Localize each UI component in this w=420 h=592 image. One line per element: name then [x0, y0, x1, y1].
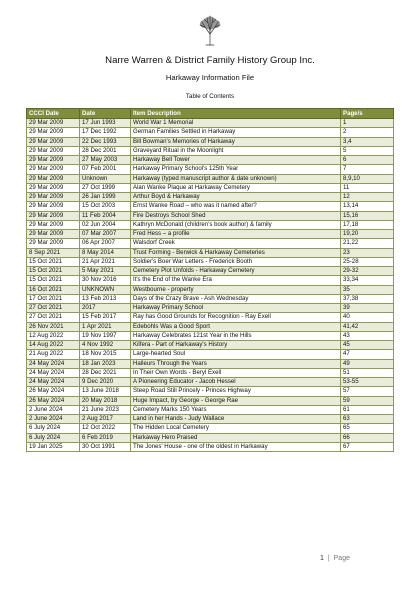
table-row — [27, 220, 394, 229]
cell-ccci-date: 29 Mar 2009 — [27, 239, 80, 248]
cell-ccci-date: 2 June 2024 — [27, 415, 80, 424]
table-body — [27, 119, 394, 452]
cell-date: 4 Nov 1992 — [80, 341, 131, 350]
cell-pages: 65 — [341, 424, 394, 433]
cell-ccci-date: 29 Mar 2009 — [27, 230, 80, 239]
cell-pages: 51 — [341, 368, 394, 377]
cell-pages: 45 — [341, 341, 394, 350]
cell-ccci-date: 27 Oct 2021 — [27, 304, 80, 313]
cell-pages: 37,38 — [341, 294, 394, 303]
cell-pages: 8,9,10 — [341, 174, 394, 183]
cell-date: 18 Nov 2015 — [80, 350, 131, 359]
cell-ccci-date: 29 Mar 2009 — [27, 137, 80, 146]
cell-date: 2 Aug 2017 — [80, 415, 131, 424]
tree-logo-icon — [197, 14, 223, 46]
cell-date: 30 Oct 1991 — [80, 442, 131, 451]
cell-pages: 23 — [341, 248, 394, 257]
table-header — [27, 109, 394, 119]
table-row — [27, 165, 394, 174]
cell-date: 07 Feb 2001 — [80, 165, 131, 174]
cell-date: 27 May 2003 — [80, 156, 131, 165]
cell-date: 9 Dec 2020 — [80, 378, 131, 387]
cell-item-description: The Jones' House - one of the oldest in Harkaway — [131, 442, 341, 451]
cell-item-description: Arthur Boyd & Harkaway — [131, 193, 341, 202]
cell-pages: 21,22 — [341, 239, 394, 248]
cell-item-description: Bill Bowman's Memories of Harkaway — [131, 137, 341, 146]
table-row — [27, 424, 394, 433]
cell-pages: 25-28 — [341, 257, 394, 266]
cell-pages: 61 — [341, 405, 394, 414]
table-row — [27, 359, 394, 368]
cell-pages: 12 — [341, 193, 394, 202]
cell-item-description: Kathryn McDonald (children's book author) & family — [131, 220, 341, 229]
table-row — [27, 230, 394, 239]
cell-item-description: Harkaway Primary School's 125th Year — [131, 165, 341, 174]
cell-date: 19 Nov 1997 — [80, 331, 131, 340]
cell-date: 02 Jun 2004 — [80, 220, 131, 229]
cell-ccci-date: 12 Aug 2022 — [27, 331, 80, 340]
cell-item-description: Fred Hess – a profile — [131, 230, 341, 239]
cell-date: 21 Apr 2021 — [80, 257, 131, 266]
column-header-date: Date — [80, 109, 131, 119]
cell-ccci-date: 26 May 2024 — [27, 387, 80, 396]
cell-pages: 67 — [341, 442, 394, 451]
cell-item-description: Ray has Good Grounds for Recognition - Ray Exell — [131, 313, 341, 322]
cell-date: 15 Feb 2017 — [80, 313, 131, 322]
cell-ccci-date: 29 Mar 2009 — [27, 220, 80, 229]
table-row — [27, 193, 394, 202]
cell-item-description: Edebohls Was a Good Sport — [131, 322, 341, 331]
table-row — [27, 267, 394, 276]
cell-ccci-date: 29 Mar 2009 — [27, 165, 80, 174]
cell-date: UNKNOWN — [80, 285, 131, 294]
cell-item-description: Ernst Wanke Road – who was it named after? — [131, 202, 341, 211]
cell-pages: 6 — [341, 156, 394, 165]
cell-ccci-date: 29 Mar 2009 — [27, 183, 80, 192]
cell-item-description: Harkaway Primary School — [131, 304, 341, 313]
cell-ccci-date: 6 July 2024 — [27, 433, 80, 442]
cell-date: 06 Apr 2007 — [80, 239, 131, 248]
table-row — [27, 202, 394, 211]
cell-pages: 40 — [341, 313, 394, 322]
cell-date: 30 Nov 2016 — [80, 276, 131, 285]
cell-pages: 63 — [341, 415, 394, 424]
cell-ccci-date: 2 June 2024 — [27, 405, 80, 414]
cell-item-description: Large-hearted Soul — [131, 350, 341, 359]
page-footer — [320, 555, 350, 562]
cell-ccci-date: 24 May 2024 — [27, 378, 80, 387]
cell-pages: 41,42 — [341, 322, 394, 331]
cell-date: 26 Jan 1999 — [80, 193, 131, 202]
cell-ccci-date: 21 Aug 2022 — [27, 350, 80, 359]
table-row — [27, 415, 394, 424]
cell-item-description: Harkaway Hero Praised — [131, 433, 341, 442]
cell-pages: 1 — [341, 119, 394, 128]
table-row — [27, 378, 394, 387]
cell-ccci-date: 17 Oct 2021 — [27, 294, 80, 303]
cell-ccci-date: 6 July 2024 — [27, 424, 80, 433]
cell-ccci-date: 26 May 2024 — [27, 396, 80, 405]
cell-pages: 33,34 — [341, 276, 394, 285]
cell-ccci-date: 15 Oct 2021 — [27, 276, 80, 285]
cell-pages: 53-55 — [341, 378, 394, 387]
cell-pages: 35 — [341, 285, 394, 294]
cell-item-description: Graveyard Ritual in the Moonlight — [131, 146, 341, 155]
cell-ccci-date: 19 Jan 2025 — [27, 442, 80, 451]
table-row — [27, 257, 394, 266]
cell-date: 13 June 2018 — [80, 387, 131, 396]
organisation-name: Narre Warren & District Family History Group Inc. — [105, 55, 315, 66]
table-row — [27, 285, 394, 294]
column-header-ccci-date: CCCI Date — [27, 109, 80, 119]
cell-item-description: Soldier's Boer War Letters - Frederick Booth — [131, 257, 341, 266]
cell-ccci-date: 29 Mar 2009 — [27, 119, 80, 128]
cell-pages: 3,4 — [341, 137, 394, 146]
cell-pages: 5 — [341, 146, 394, 155]
cell-pages: 17,18 — [341, 220, 394, 229]
cell-item-description: Harkaway Bell Tower — [131, 156, 341, 165]
cell-item-description: German Families Settled in Harkaway — [131, 128, 341, 137]
cell-ccci-date: 15 Oct 2021 — [27, 267, 80, 276]
cell-ccci-date: 29 Mar 2009 — [27, 128, 80, 137]
table-row — [27, 304, 394, 313]
table-row — [27, 396, 394, 405]
table-row — [27, 387, 394, 396]
cell-date: 22 Dec 1993 — [80, 137, 131, 146]
cell-date: 13 Feb 2013 — [80, 294, 131, 303]
cell-ccci-date: 24 May 2024 — [27, 368, 80, 377]
cell-pages: 2 — [341, 128, 394, 137]
cell-item-description: Halleurs Through the Years — [131, 359, 341, 368]
cell-item-description: Walsdorf Creek — [131, 239, 341, 248]
cell-item-description: Trust Forming - Berwick & Harkaway Cemeteries — [131, 248, 341, 257]
cell-date: 6 Feb 2019 — [80, 433, 131, 442]
cell-item-description: Alan Wanke Plaque at Harkaway Cemetery — [131, 183, 341, 192]
column-header-item-description: Item Description — [131, 109, 341, 119]
cell-date: 27 Oct 1999 — [80, 183, 131, 192]
cell-date: 18 Jan 2023 — [80, 359, 131, 368]
table-row — [27, 137, 394, 146]
table-row — [27, 322, 394, 331]
cell-pages: 49 — [341, 359, 394, 368]
cell-item-description: Westbourne - property — [131, 285, 341, 294]
cell-date: 17 Jun 1993 — [80, 119, 131, 128]
cell-ccci-date: 15 Oct 2021 — [27, 257, 80, 266]
cell-item-description: It's the End of the Wanke Era — [131, 276, 341, 285]
cell-pages: 57 — [341, 387, 394, 396]
table-row — [27, 331, 394, 340]
page-label: Page — [333, 555, 350, 562]
cell-date: 07 Mar 2007 — [80, 230, 131, 239]
cell-item-description: Kilfera - Part of Harkaway's History — [131, 341, 341, 350]
cell-item-description: Huge Impact, by George - George Rae — [131, 396, 341, 405]
cell-ccci-date: 14 Aug 2022 — [27, 341, 80, 350]
cell-ccci-date: 27 Oct 2021 — [27, 313, 80, 322]
table-row — [27, 156, 394, 165]
cell-date: 8 May 2014 — [80, 248, 131, 257]
table-row — [27, 350, 394, 359]
cell-pages: 47 — [341, 350, 394, 359]
cell-item-description: Steep Road Still Princely - Princes Highway — [131, 387, 341, 396]
cell-item-description: Harkaway Celebrates 121st Year in the Hills — [131, 331, 341, 340]
contents-table — [26, 108, 394, 452]
table-row — [27, 368, 394, 377]
cell-date: 21 June 2023 — [80, 405, 131, 414]
cell-pages: 11 — [341, 183, 394, 192]
table-row — [27, 313, 394, 322]
table-row — [27, 433, 394, 442]
cell-ccci-date: 29 Mar 2009 — [27, 146, 80, 155]
cell-item-description: World War 1 Memorial — [131, 119, 341, 128]
cell-pages: 39 — [341, 304, 394, 313]
cell-item-description: Fire Destroys School Shed — [131, 211, 341, 220]
cell-date: 5 May 2021 — [80, 267, 131, 276]
cell-ccci-date: 26 Nov 2021 — [27, 322, 80, 331]
cell-ccci-date: 24 May 2024 — [27, 359, 80, 368]
cell-ccci-date: 29 Mar 2009 — [27, 211, 80, 220]
table-row — [27, 276, 394, 285]
footer-separator: | — [327, 555, 330, 562]
cell-date: 11 Feb 2004 — [80, 211, 131, 220]
table-row — [27, 174, 394, 183]
cell-date: Unknown — [80, 174, 131, 183]
table-row — [27, 119, 394, 128]
cell-item-description: Land in her Hands - Judy Wallace — [131, 415, 341, 424]
cell-ccci-date: 29 Mar 2009 — [27, 193, 80, 202]
table-row — [27, 294, 394, 303]
cell-ccci-date: 29 Mar 2009 — [27, 174, 80, 183]
table-row — [27, 405, 394, 414]
cell-date: 12 Oct 2022 — [80, 424, 131, 433]
table-row — [27, 183, 394, 192]
cell-item-description: Harkaway (typed manuscript author & date unknown) — [131, 174, 341, 183]
table-row — [27, 211, 394, 220]
table-row — [27, 239, 394, 248]
cell-item-description: The Hidden Local Cemetery — [131, 424, 341, 433]
cell-date: 28 Dec 2021 — [80, 368, 131, 377]
cell-date: 1 Apr 2021 — [80, 322, 131, 331]
table-row — [27, 128, 394, 137]
table-row — [27, 442, 394, 451]
page-number: 1 — [320, 555, 324, 562]
column-header-pages: Page/s — [341, 109, 394, 119]
cell-ccci-date: 29 Mar 2009 — [27, 156, 80, 165]
cell-item-description: Cemetery Plot Unfolds - Harkaway Cemetery — [131, 267, 341, 276]
cell-item-description: In Their Own Words - Beryl Exell — [131, 368, 341, 377]
cell-item-description: Cemetery Marks 150 Years — [131, 405, 341, 414]
cell-pages: 7 — [341, 165, 394, 174]
cell-date: 20 May 2018 — [80, 396, 131, 405]
cell-ccci-date: 8 Sep 2021 — [27, 248, 80, 257]
table-row — [27, 341, 394, 350]
cell-date: 2017 — [80, 304, 131, 313]
cell-item-description: A Pioneering Educator - Jacob Hessel — [131, 378, 341, 387]
cell-date: 28 Dec 2001 — [80, 146, 131, 155]
cell-ccci-date: 29 Mar 2009 — [27, 202, 80, 211]
contents-subtitle: Table of Contents — [185, 93, 235, 100]
cell-pages: 43 — [341, 331, 394, 340]
cell-pages: 13,14 — [341, 202, 394, 211]
cell-pages: 29-32 — [341, 267, 394, 276]
table-row — [27, 146, 394, 155]
file-title: Harkaway Information File — [165, 73, 255, 82]
cell-date: 17 Dec 1992 — [80, 128, 131, 137]
cell-pages: 19,20 — [341, 230, 394, 239]
table-row — [27, 248, 394, 257]
cell-pages: 59 — [341, 396, 394, 405]
cell-date: 15 Oct 2003 — [80, 202, 131, 211]
cell-item-description: Days of the Crazy Brave - Ash Wednesday — [131, 294, 341, 303]
cell-ccci-date: 16 Oct 2021 — [27, 285, 80, 294]
cell-pages: 15,16 — [341, 211, 394, 220]
cell-pages: 66 — [341, 433, 394, 442]
